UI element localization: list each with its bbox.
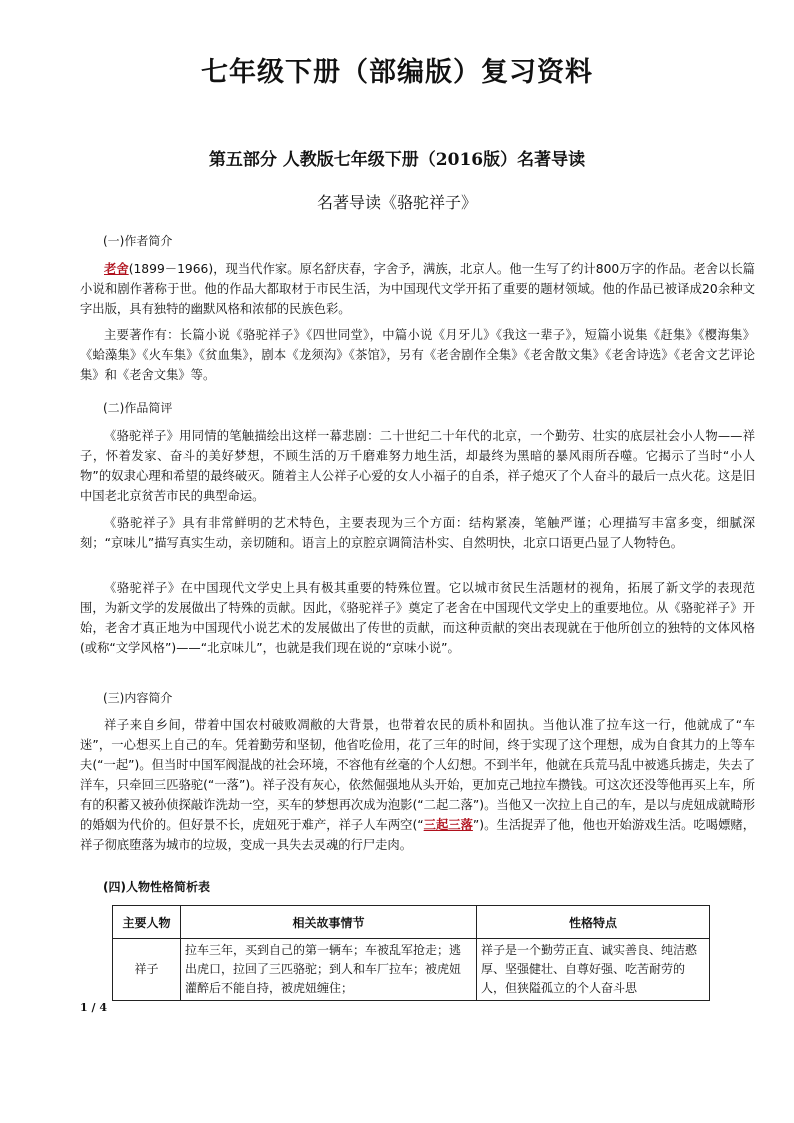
author-paragraph-2: 主要著作有：长篇小说《骆驼祥子》《四世同堂》，中篇小说《月牙儿》《我这一辈子》，短篇小说集《赶集》《樱海集》《蛤藻集》《火车集》《贫血集》，剧本《龙须沟》《茶馆》，另有《老舍剧作全集》《老舍散文集》《老舍诗选》《老舍文艺评论集》和《老舍文集》等。 xyxy=(80,328,755,382)
section-heading-table: (四)人物性格简析表 xyxy=(103,880,210,894)
character-name-cell: 祥子 xyxy=(113,939,181,1001)
content-paragraph xyxy=(80,715,755,855)
review-paragraph-3: 《骆驼祥子》在中国现代文学史上具有极其重要的特殊位置。它以城市贫民生活题材的视角，拓展了新文学的表现范围，为新文学的发展做出了特殊的贡献。因此，《骆驼祥子》奠定了老舍在中国现代文学史上的重要地位。从《骆驼祥子》开始，老舍才真正地为中国现代小说艺术的发展做出了传世的贡献，而这种贡献的突出表现就在于他所创立的独特的文体风格(或称“文学风格”)——“北京味儿”，也就是我们现在说的“京味小说”。 xyxy=(80,581,755,655)
page-number: 1 / 4 xyxy=(80,1001,107,1014)
table-header-row xyxy=(113,906,710,939)
part-title: 第五部分 人教版七年级下册（2016版）名著导读 xyxy=(208,150,586,170)
header-character: 主要人物 xyxy=(113,906,181,939)
content-text-after: ”)。生活捉弄了他，他也开始游戏生活。吃喝嫖赌，祥子彻底堕落为城市的垃圾，变成一具失去灵魂的行尸走肉。 xyxy=(80,818,755,852)
review-paragraph-1: 《骆驼祥子》用同情的笔触描绘出这样一幕悲剧：二十世纪二十年代的北京，一个勤劳、壮实的底层社会小人物——祥子，怀着发家、奋斗的美好梦想，不顾生活的万千磨难努力地生活，却最终为黑暗的暴风雨所吞噬。它揭示了当时“小人物”的奴隶心理和希望的最终破灭。随着主人公祥子心爱的女人小福子的自杀，祥子熄灭了个人奋斗的最后一点火花。这是旧中国老北京贫苦市民的典型命运。 xyxy=(80,429,755,503)
author-paragraph-1-text: (1899－1966)，现当代作家。原名舒庆春，字舍予，满族，北京人。他一生写了约计800万字的作品。老舍以长篇小说和剧作著称于世。他的作品大都取材于市民生活，为中国现代文学开拓了重要的题材领域。他的作品已被译成20余种文字出版，具有独特的幽默风格和浓郁的民族色彩。 xyxy=(80,262,755,316)
header-traits: 性格特点 xyxy=(477,906,710,939)
book-title: 名著导读《骆驼祥子》 xyxy=(316,193,477,212)
plot-cell: 拉车三年，买到自己的第一辆车；车被乱军抢走；逃出虎口，拉回了三匹骆驼；到人和车厂拉车；被虎妞灌醉后不能自持，被虎妞缠住； xyxy=(181,939,477,1001)
author-name-link[interactable]: 老舍 xyxy=(104,262,129,276)
character-table xyxy=(112,905,710,1001)
section-heading-content: (三)内容简介 xyxy=(103,691,173,705)
section-heading-author: (一)作者简介 xyxy=(103,234,173,248)
author-paragraph-1 xyxy=(80,259,755,319)
content-text-before: 祥子来自乡间，带着中国农村破败凋敝的大背景，也带着农民的质朴和固执。当他认准了拉车这一行，他就成了“车迷”，一心想买上自己的车。凭着勤劳和坚韧，他省吃俭用，花了三年的时间，终于实现了这个理想，成为自食其力的上等车夫(“一起”)。但当时中国军阀混战的社会环境，不容他有丝毫的个人幻想。不到半年，他就在兵荒马乱中被逃兵掳走，失去了洋车，只牵回三匹骆驼(“一落”)。祥子没有灰心，依然倔强地从头开始，更加克己地拉车攒钱。可这次还没等他再买上车，所有的积蓄又被孙侦探敲诈洗劫一空，买车的梦想再次成为泡影(“二起二落”)。当他又一次拉上自己的车，是以与虎妞成就畸形的婚姻为代价的。但好景不长，虎妞死于难产，祥子人车两空(“ xyxy=(80,718,755,832)
header-plot: 相关故事情节 xyxy=(181,906,477,939)
sanqi-sanluo-link[interactable]: 三起三落 xyxy=(423,818,473,832)
traits-cell: 祥子是一个勤劳正直、诚实善良、纯洁憨厚、坚强健壮、自尊好强、吃苦耐劳的人，但狭隘孤立的个人奋斗思 xyxy=(477,939,710,1001)
table-row xyxy=(113,939,710,1001)
section-heading-review: (二)作品简评 xyxy=(103,401,173,415)
document-title: 七年级下册（部编版）复习资料 xyxy=(201,57,593,88)
review-paragraph-2: 《骆驼祥子》具有非常鲜明的艺术特色，主要表现为三个方面：结构紧凑，笔触严谨；心理描写丰富多变，细腻深刻；“京味儿”描写真实生动，亲切随和。语言上的京腔京调简洁朴实、自然明快，北京口语更凸显了人物特色。 xyxy=(80,516,755,550)
